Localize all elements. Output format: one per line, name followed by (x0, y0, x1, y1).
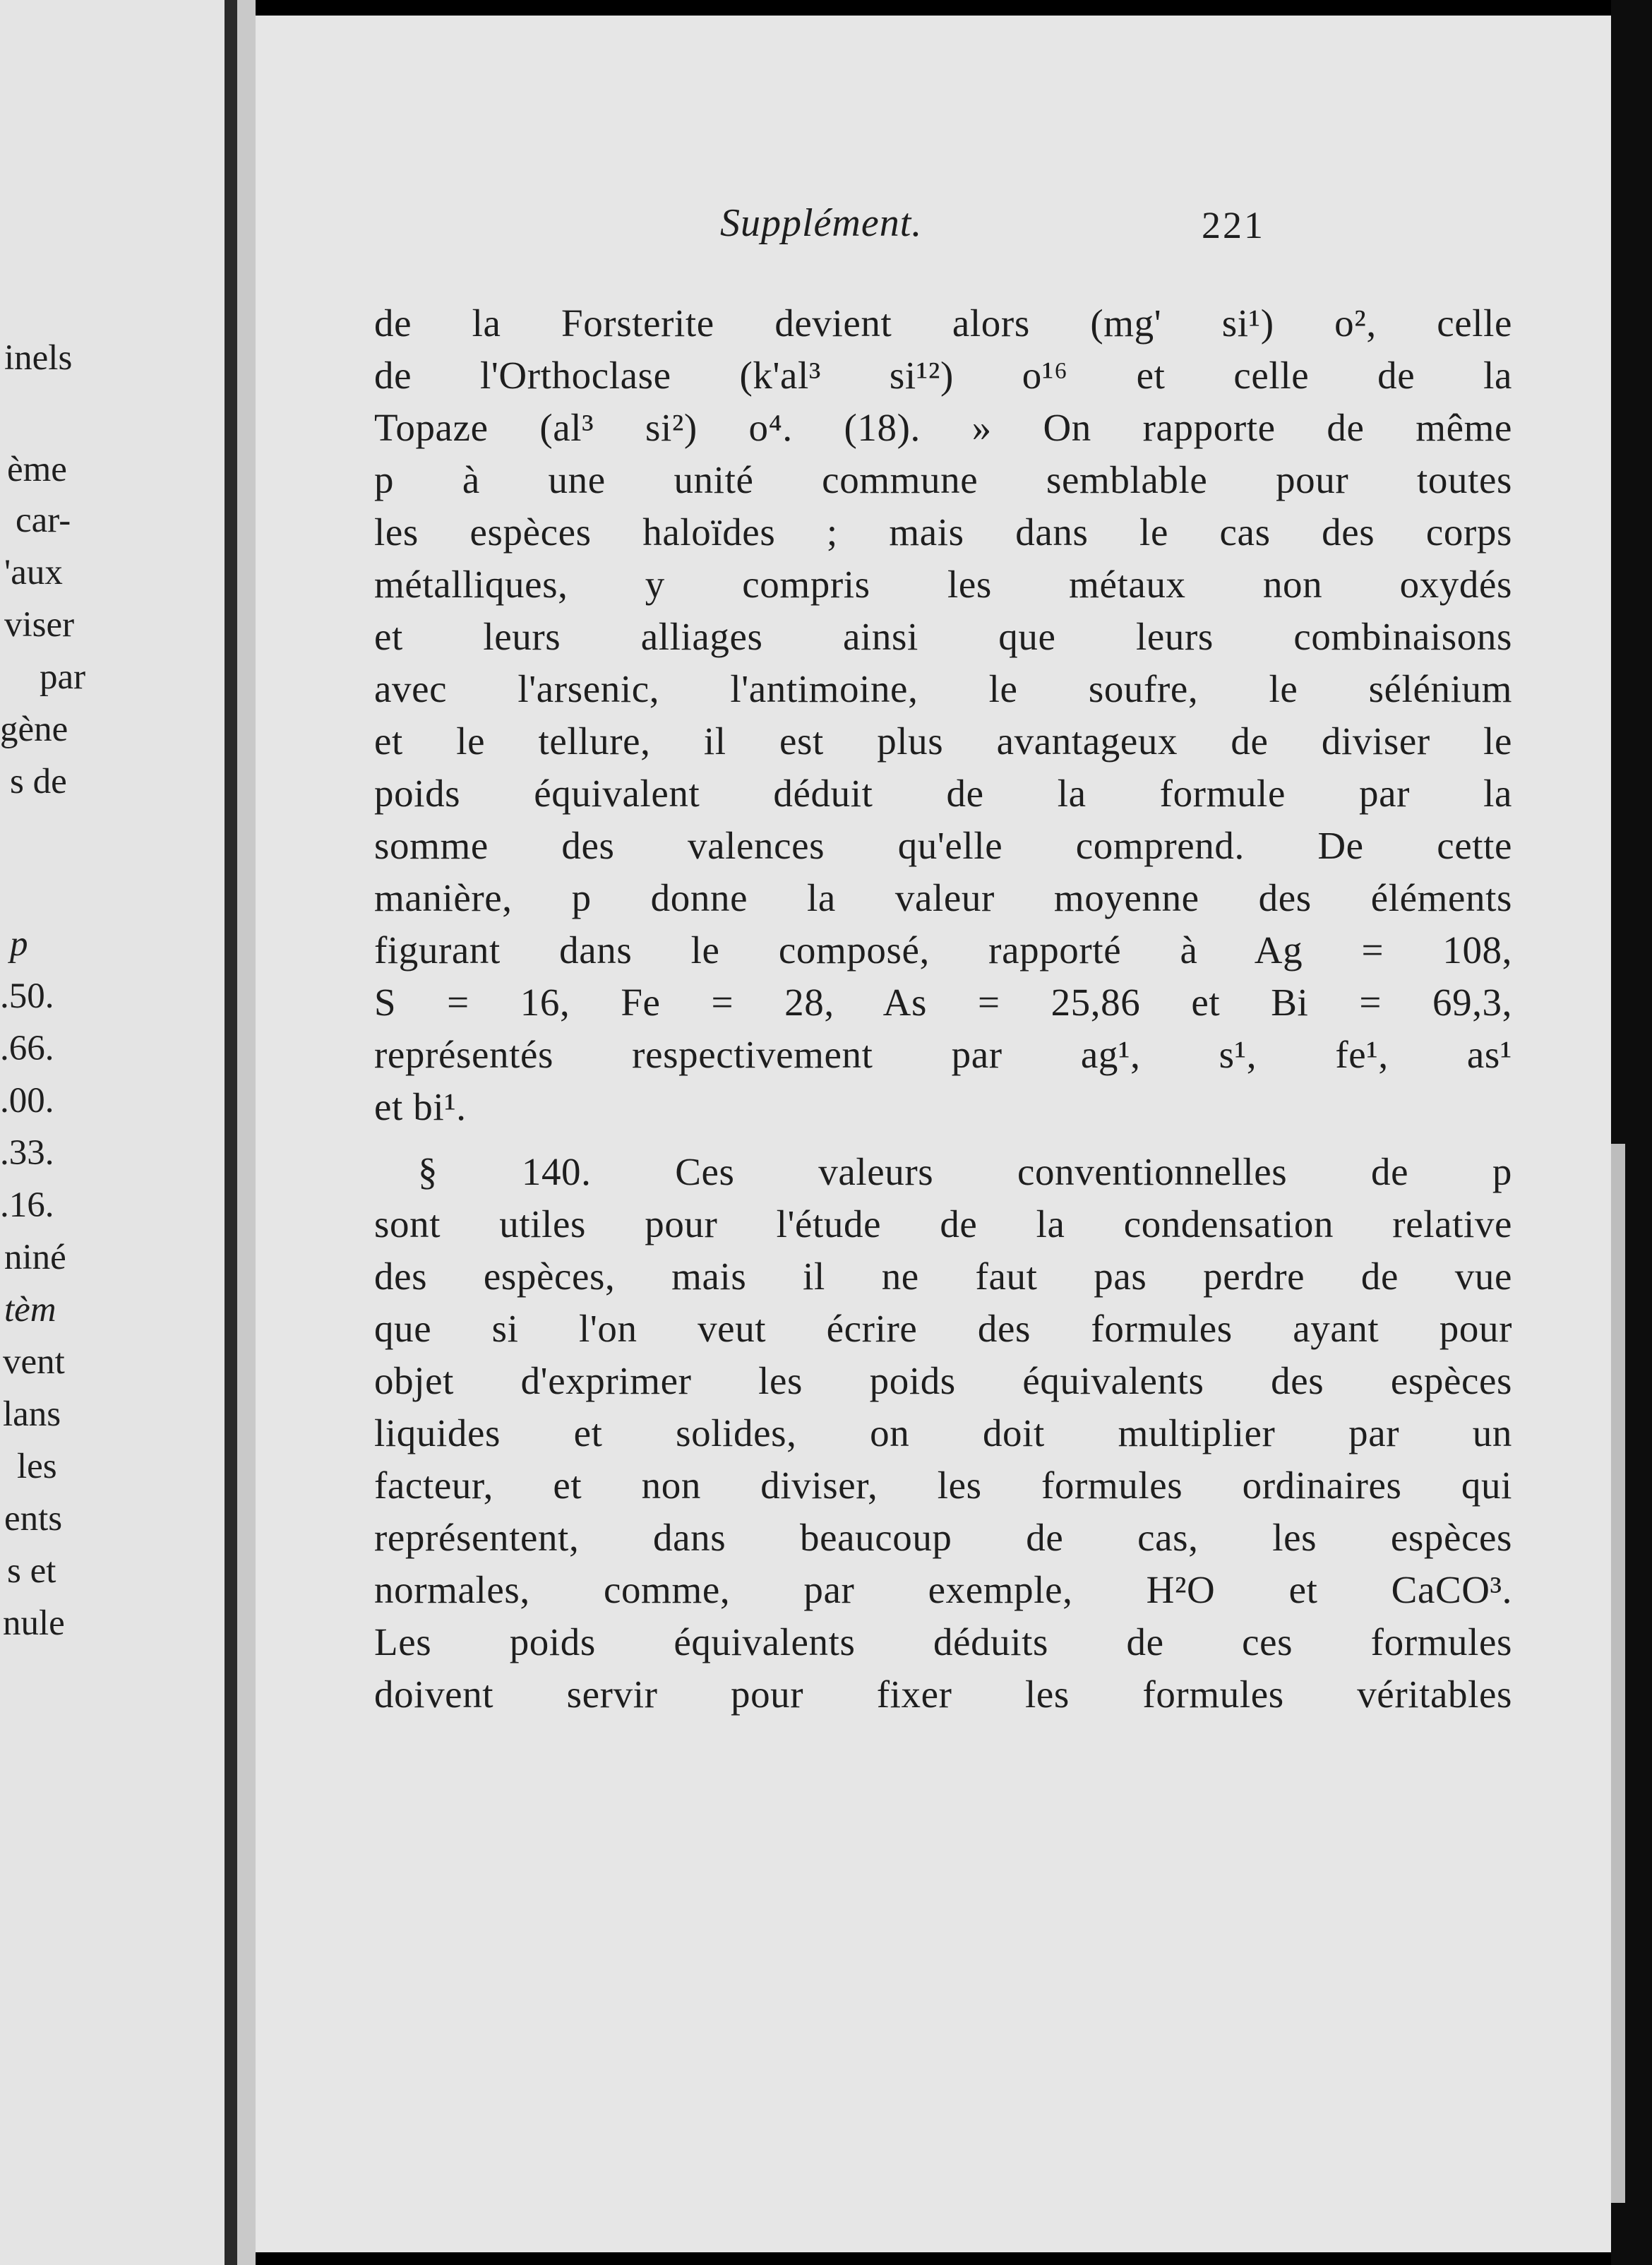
text-line: Les poids équivalents déduits de ces formules (374, 1620, 1512, 1663)
text-line: et leurs alliages ainsi que leurs combinaisons (374, 615, 1512, 658)
left-page-line: gène (0, 710, 68, 749)
left-page-line: niné (4, 1238, 66, 1277)
text-line: S = 16, Fe = 28, As = 25,86 et Bi = 69,3, (374, 981, 1512, 1024)
left-page-line: .33. (0, 1133, 54, 1173)
left-page-line: ème (7, 450, 67, 489)
text-line: poids équivalent déduit de la formule par la (374, 772, 1512, 815)
text-line: p à une unité commune semblable pour toutes (374, 458, 1512, 501)
previous-page-fragment (0, 0, 225, 2265)
left-page-line: ents (4, 1499, 63, 1538)
left-page-line: par (40, 657, 86, 697)
left-page-line: .66. (0, 1029, 54, 1068)
text-line: manière, p donne la valeur moyenne des éléments (374, 876, 1512, 919)
left-page-line: .16. (0, 1185, 54, 1225)
text-line: objet d'exprimer les poids équivalents des espèces (374, 1359, 1512, 1402)
text-line: de la Forsterite devient alors (mg' si¹) o², celle (374, 301, 1512, 345)
text-line: Topaze (al³ si²) o⁴. (18). » On rapporte de même (374, 406, 1512, 449)
left-page-line: car- (16, 501, 71, 540)
text-line: sont utiles pour l'étude de la condensation relative (374, 1202, 1512, 1245)
left-page-line: .00. (0, 1081, 54, 1120)
book-page (256, 16, 1611, 2252)
page-edge-strip (1611, 1144, 1625, 2203)
left-page-line: p (10, 924, 28, 964)
text-line: somme des valences qu'elle comprend. De cette (374, 824, 1512, 867)
left-page-line: s et (7, 1551, 56, 1591)
text-line: métalliques, y compris les métaux non oxydés (374, 563, 1512, 606)
section-140-first-line: § 140. Ces valeurs conventionnelles de p (418, 1150, 1512, 1193)
left-page-line: nule (3, 1603, 65, 1643)
text-line: de l'Orthoclase (k'al³ si¹²) o¹⁶ et celle de la (374, 354, 1512, 397)
book-gutter-shadow (225, 0, 237, 2265)
page-number: 221 (1202, 204, 1265, 246)
left-page-line: vent (3, 1342, 65, 1382)
text-line: normales, comme, par exemple, H²O et CaCO³. (374, 1568, 1512, 1611)
text-line: figurant dans le composé, rapporté à Ag = 108, (374, 928, 1512, 972)
text-line: les espèces haloïdes ; mais dans le cas des corps (374, 510, 1512, 554)
text-line: des espèces, mais il ne faut pas perdre de vue (374, 1255, 1512, 1298)
book-gutter-edge (237, 0, 256, 2265)
text-line: et bi¹. (374, 1085, 467, 1128)
left-page-line: viser (4, 605, 75, 645)
text-line: avec l'arsenic, l'antimoine, le soufre, le sélénium (374, 667, 1512, 710)
running-head (256, 201, 1611, 250)
left-page-line: les (17, 1447, 57, 1486)
text-line: facteur, et non diviser, les formules ordinaires qui (374, 1464, 1512, 1507)
text-line: représentent, dans beaucoup de cas, les espèces (374, 1516, 1512, 1559)
text-line: que si l'on veut écrire des formules ayant pour (374, 1307, 1512, 1350)
text-line: liquides et solides, on doit multiplier par un (374, 1411, 1512, 1454)
left-page-line: .50. (0, 976, 54, 1016)
left-page-line: s de (10, 762, 67, 801)
text-line: et le tellure, il est plus avantageux de diviser le (374, 719, 1512, 763)
left-page-line: inels (4, 338, 73, 378)
left-page-line: 'aux (4, 553, 63, 592)
left-page-line: lans (3, 1394, 61, 1434)
text-line: doivent servir pour fixer les formules véritables (374, 1673, 1512, 1716)
left-page-line: tèm (4, 1290, 56, 1329)
running-head-title: Supplément. (720, 201, 923, 245)
text-line: représentés respectivement par ag¹, s¹, fe¹, as¹ (374, 1033, 1512, 1076)
